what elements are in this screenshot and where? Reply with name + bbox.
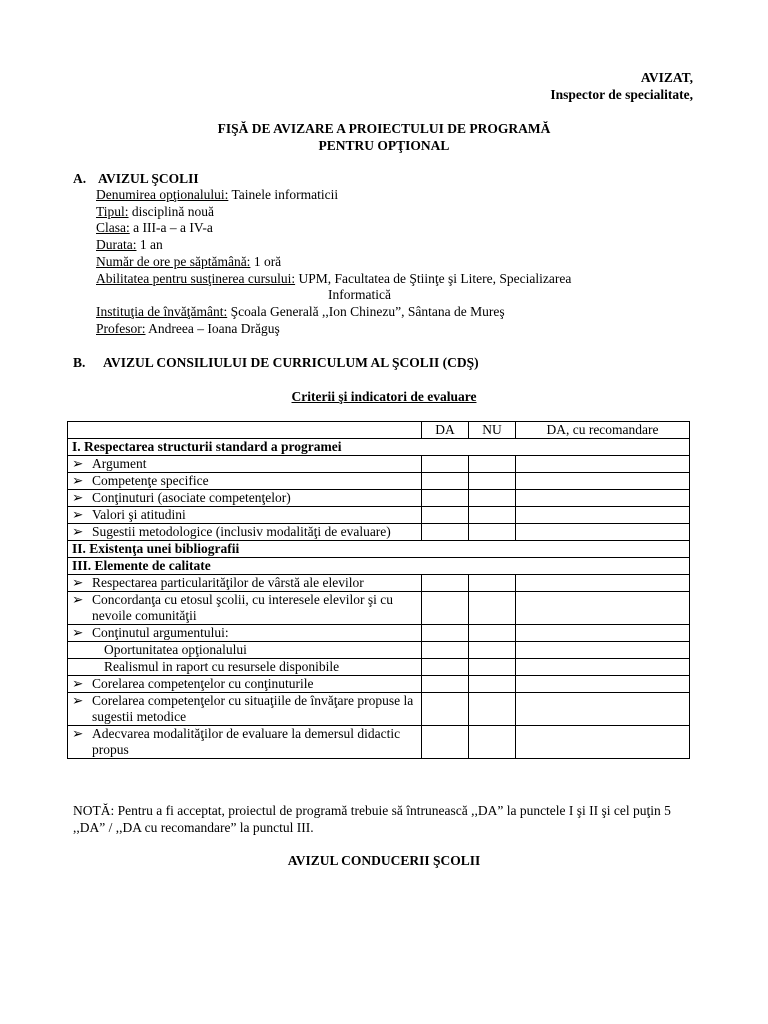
- nu-cell: [469, 592, 516, 625]
- title-line-1: FIŞĂ DE AVIZARE A PROIECTULUI DE PROGRAMĂ: [217, 121, 551, 136]
- document-title: [0, 120, 768, 154]
- table-row: [68, 490, 690, 507]
- criterion-cell: [68, 625, 422, 642]
- section-b-number: B.: [73, 355, 86, 370]
- da-recomandare-cell: [516, 456, 690, 473]
- field-label: Durata:: [96, 237, 137, 253]
- table-row: [68, 524, 690, 541]
- nu-cell: [469, 676, 516, 693]
- criterion-text: Respectarea particularităţilor de vârstă ale elevilor: [92, 575, 364, 590]
- section-a-fields: [96, 187, 571, 337]
- arrowhead-bullet-icon: ➢: [72, 726, 84, 741]
- section-a-heading: [73, 170, 199, 187]
- criterion-cell: [68, 507, 422, 524]
- nu-cell: [469, 693, 516, 726]
- table-row: [68, 473, 690, 490]
- da-recomandare-cell: [516, 659, 690, 676]
- table-row: [68, 693, 690, 726]
- da-cell: [422, 473, 469, 490]
- field-label: Clasa:: [96, 220, 130, 236]
- table-row: [68, 592, 690, 625]
- table-row: [68, 575, 690, 592]
- sub-criterion-text: Oportunitatea opţionalului: [68, 642, 422, 659]
- da-recomandare-cell: [516, 693, 690, 726]
- da-cell: [422, 726, 469, 759]
- section-label: III. Elemente de calitate: [68, 558, 690, 575]
- nu-cell: [469, 575, 516, 592]
- da-cell: [422, 625, 469, 642]
- criterion-text: Competenţe specifice: [92, 473, 209, 488]
- field-continuation: Informatică: [328, 287, 391, 303]
- da-cell: [422, 524, 469, 541]
- arrowhead-bullet-icon: ➢: [72, 625, 84, 640]
- criterion-cell: [68, 524, 422, 541]
- criterion-cell: [68, 473, 422, 490]
- criterion-cell: [68, 693, 422, 726]
- column-header-nu: NU: [469, 422, 516, 439]
- da-recomandare-cell: [516, 575, 690, 592]
- title-line-2: PENTRU OPŢIONAL: [318, 138, 450, 153]
- nu-cell: [469, 642, 516, 659]
- da-cell: [422, 693, 469, 726]
- da-recomandare-cell: [516, 507, 690, 524]
- nu-cell: [469, 507, 516, 524]
- column-header-da-recomandare: DA, cu recomandare: [516, 422, 690, 439]
- section-b-heading: [73, 354, 479, 371]
- criterion-cell: [68, 456, 422, 473]
- field-value: Andreea – Ioana Drăguş: [145, 320, 280, 336]
- field-row: [96, 271, 571, 288]
- table-header-row: [68, 422, 690, 439]
- avizat-label: AVIZAT,: [640, 70, 693, 85]
- da-recomandare-cell: [516, 726, 690, 759]
- conducere-heading: AVIZUL CONDUCERII ŞCOLII: [287, 853, 481, 868]
- field-value: 1 an: [136, 237, 163, 253]
- table-row: [68, 642, 690, 659]
- table-row: [68, 726, 690, 759]
- criterion-cell: [68, 676, 422, 693]
- da-cell: [422, 507, 469, 524]
- section-b-title: AVIZUL CONSILIULUI DE CURRICULUM AL ŞCOLII (CDŞ): [103, 355, 479, 370]
- column-header-da: DA: [422, 422, 469, 439]
- field-label: Abilitatea pentru susţinerea cursului:: [96, 270, 296, 286]
- criterion-text: Concordanţa cu etosul şcolii, cu interesele elevilor şi cu nevoile comunităţii: [92, 592, 394, 623]
- criterion-cell: [68, 575, 422, 592]
- arrowhead-bullet-icon: ➢: [72, 456, 84, 471]
- field-label: Număr de ore pe săptămână:: [96, 253, 251, 269]
- criterion-text: Sugestii metodologice (inclusiv modalităţi de evaluare): [92, 524, 391, 539]
- evaluation-table: [67, 421, 690, 759]
- approval-header: [550, 69, 693, 103]
- da-recomandare-cell: [516, 592, 690, 625]
- field-label: Profesor:: [96, 320, 146, 336]
- nu-cell: [469, 490, 516, 507]
- field-value: Tainele informaticii: [228, 187, 339, 202]
- criteria-title: Criterii şi indicatori de evaluare: [291, 389, 477, 404]
- da-cell: [422, 456, 469, 473]
- criterion-text: Conţinuturi (asociate competenţelor): [92, 490, 291, 505]
- da-cell: [422, 592, 469, 625]
- section-label: I. Respectarea structurii standard a programei: [68, 439, 690, 456]
- arrowhead-bullet-icon: ➢: [72, 676, 84, 691]
- field-row: [96, 220, 571, 237]
- field-row: [96, 321, 571, 338]
- arrowhead-bullet-icon: ➢: [72, 693, 84, 708]
- field-value: disciplină nouă: [128, 203, 215, 219]
- table-cell: [68, 422, 422, 439]
- section-a-number: A.: [73, 171, 87, 186]
- da-recomandare-cell: [516, 473, 690, 490]
- table-row: [68, 456, 690, 473]
- nu-cell: [469, 524, 516, 541]
- field-row: [96, 204, 571, 221]
- field-row: [96, 254, 571, 271]
- table-row: [68, 659, 690, 676]
- da-cell: [422, 575, 469, 592]
- da-cell: [422, 642, 469, 659]
- field-label: Tipul:: [96, 203, 129, 219]
- table-row: [68, 676, 690, 693]
- section-label: II. Existenţa unei bibliografii: [68, 541, 690, 558]
- sub-criterion-text: Realismul in raport cu resursele disponibile: [68, 659, 422, 676]
- field-row: [96, 187, 571, 204]
- table-row: [68, 507, 690, 524]
- field-value: Şcoala Generală ,,Ion Chinezu”, Sântana de Mureş: [227, 303, 505, 319]
- arrowhead-bullet-icon: ➢: [72, 592, 84, 607]
- arrowhead-bullet-icon: ➢: [72, 490, 84, 505]
- da-cell: [422, 659, 469, 676]
- da-recomandare-cell: [516, 490, 690, 507]
- field-label: Instituţia de învăţământ:: [96, 303, 228, 319]
- criterion-cell: [68, 592, 422, 625]
- da-recomandare-cell: [516, 524, 690, 541]
- nu-cell: [469, 659, 516, 676]
- da-recomandare-cell: [516, 642, 690, 659]
- nu-cell: [469, 726, 516, 759]
- table-row: [68, 625, 690, 642]
- field-label: Denumirea opţionalului:: [96, 187, 229, 202]
- section-a-title: AVIZUL ŞCOLII: [98, 171, 199, 186]
- arrowhead-bullet-icon: ➢: [72, 524, 84, 539]
- criterion-text: Valori şi atitudini: [92, 507, 186, 522]
- da-cell: [422, 490, 469, 507]
- field-value: a III-a – a IV-a: [129, 220, 213, 236]
- criterion-text: Conţinutul argumentului:: [92, 625, 229, 640]
- nu-cell: [469, 473, 516, 490]
- nu-cell: [469, 456, 516, 473]
- inspector-label: Inspector de specialitate,: [550, 87, 693, 102]
- field-row: [96, 237, 571, 254]
- section-row: [68, 558, 690, 575]
- criterion-text: Corelarea competenţelor cu conţinuturile: [92, 676, 314, 691]
- criterion-text: Adecvarea modalităţilor de evaluare la demersul didactic propus: [92, 726, 401, 757]
- da-cell: [422, 676, 469, 693]
- field-value: 1 oră: [250, 253, 282, 269]
- nu-cell: [469, 625, 516, 642]
- arrowhead-bullet-icon: ➢: [72, 507, 84, 522]
- criterion-text: Argument: [92, 456, 147, 471]
- field-row: [96, 304, 571, 321]
- section-row: [68, 541, 690, 558]
- field-value: UPM, Facultatea de Ştiinţe şi Litere, Specializarea: [295, 270, 572, 286]
- da-recomandare-cell: [516, 625, 690, 642]
- criterion-text: Corelarea competenţelor cu situaţiile de învăţare propuse la sugestii metodice: [92, 693, 414, 724]
- section-row: [68, 439, 690, 456]
- nota-paragraph: NOTĂ: Pentru a fi acceptat, proiectul de programă trebuie să întrunească ,,DA” la punctele I şi II şi cel puţin 5 ,,DA” / ,,DA cu recomandare” la punctul III.: [73, 803, 671, 835]
- arrowhead-bullet-icon: ➢: [72, 473, 84, 488]
- da-recomandare-cell: [516, 676, 690, 693]
- criterion-cell: [68, 726, 422, 759]
- arrowhead-bullet-icon: ➢: [72, 575, 84, 590]
- criterion-cell: [68, 490, 422, 507]
